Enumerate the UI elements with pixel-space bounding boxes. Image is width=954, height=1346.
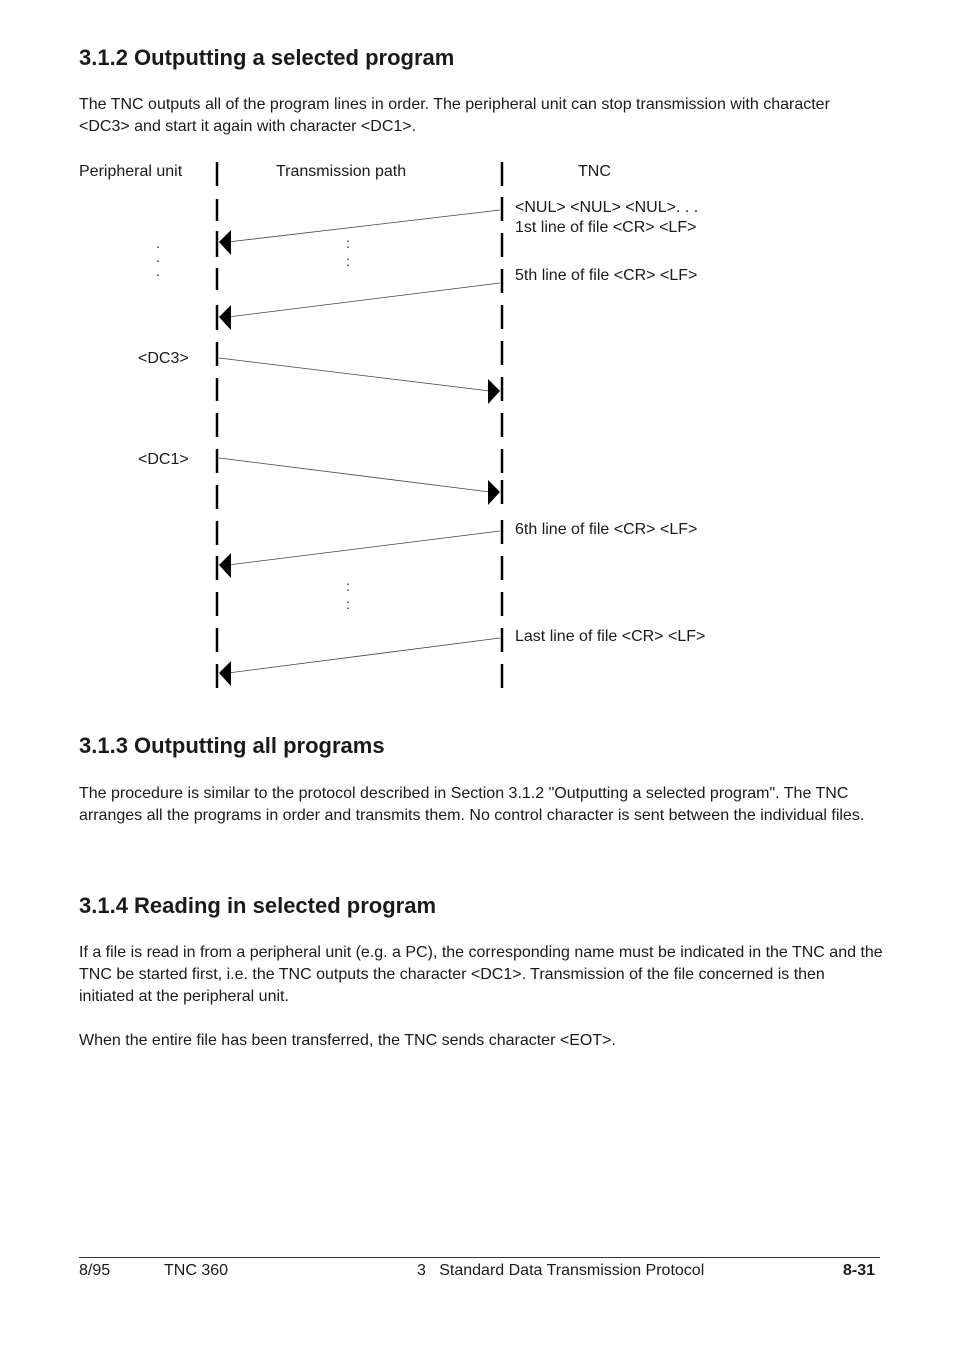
arrow-line-fifth	[228, 283, 500, 317]
column-label-peripheral: Peripheral unit	[79, 163, 183, 180]
ellipsis-marker: :	[346, 596, 350, 612]
arrowhead-right-icon	[488, 379, 500, 404]
footer-divider	[79, 1257, 880, 1258]
section-heading-3-1-2: 3.1.2 Outputting a selected program	[79, 45, 455, 70]
footer-page-number: 8-31	[843, 1262, 876, 1279]
section-text-3-1-4-b: When the entire file has been transferred, the TNC sends character <EOT>.	[79, 1032, 616, 1049]
footer-date: 8/95	[79, 1262, 111, 1279]
nul-label: <NUL> <NUL> <NUL>. . .	[515, 199, 699, 216]
section-heading-3-1-4: 3.1.4 Reading in selected program	[79, 893, 437, 918]
dc3-label: <DC3>	[138, 350, 189, 367]
arrowhead-left-icon	[219, 230, 231, 255]
column-label-path: Transmission path	[276, 163, 407, 180]
arrow-line-dc1	[219, 458, 490, 492]
first-line-label: 1st line of file <CR> <LF>	[515, 219, 697, 236]
footer-model: TNC 360	[164, 1262, 229, 1279]
arrowhead-right-icon	[488, 480, 500, 505]
ellipsis-marker: :	[346, 235, 350, 251]
arrow-line-dc3	[219, 358, 490, 391]
ellipsis-marker: . . .	[156, 235, 160, 279]
last-line-label: Last line of file <CR> <LF>	[515, 628, 706, 645]
arrowhead-left-icon	[219, 553, 231, 578]
dc1-label: <DC1>	[138, 451, 189, 468]
arrow-line-sixth	[228, 531, 500, 565]
footer-chapter: 3 Standard Data Transmission Protocol	[417, 1262, 705, 1279]
fifth-line-label: 5th line of file <CR> <LF>	[515, 267, 698, 284]
ellipsis-marker: :	[346, 578, 350, 594]
sixth-line-label: 6th line of file <CR> <LF>	[515, 521, 698, 538]
section-text-3-1-3: The procedure is similar to the protocol described in Section 3.1.2 "Outputting a selected program". The TNC arranges all the programs in order and transmits them. No control character is sent between the individual files.	[79, 785, 865, 824]
arrowhead-left-icon	[219, 661, 231, 686]
arrow-line-nul-first	[228, 210, 500, 242]
column-label-tnc: TNC	[578, 163, 611, 180]
arrow-line-last	[228, 638, 500, 673]
ellipsis-marker: :	[346, 253, 350, 269]
section-text-3-1-2: The TNC outputs all of the program lines in order. The peripheral unit can stop transmission with character <DC3> and start it again with character <DC1>.	[79, 96, 830, 135]
section-text-3-1-4-a: If a file is read in from a peripheral unit (e.g. a PC), the corresponding name must be indicated in the TNC and the TNC be started first, i.e. the TNC outputs the character <DC1>. Transmission of the file concerned is then initiated at the peripheral unit.	[79, 944, 883, 1005]
section-heading-3-1-3: 3.1.3 Outputting all programs	[79, 733, 385, 758]
arrowhead-left-icon	[219, 305, 231, 330]
